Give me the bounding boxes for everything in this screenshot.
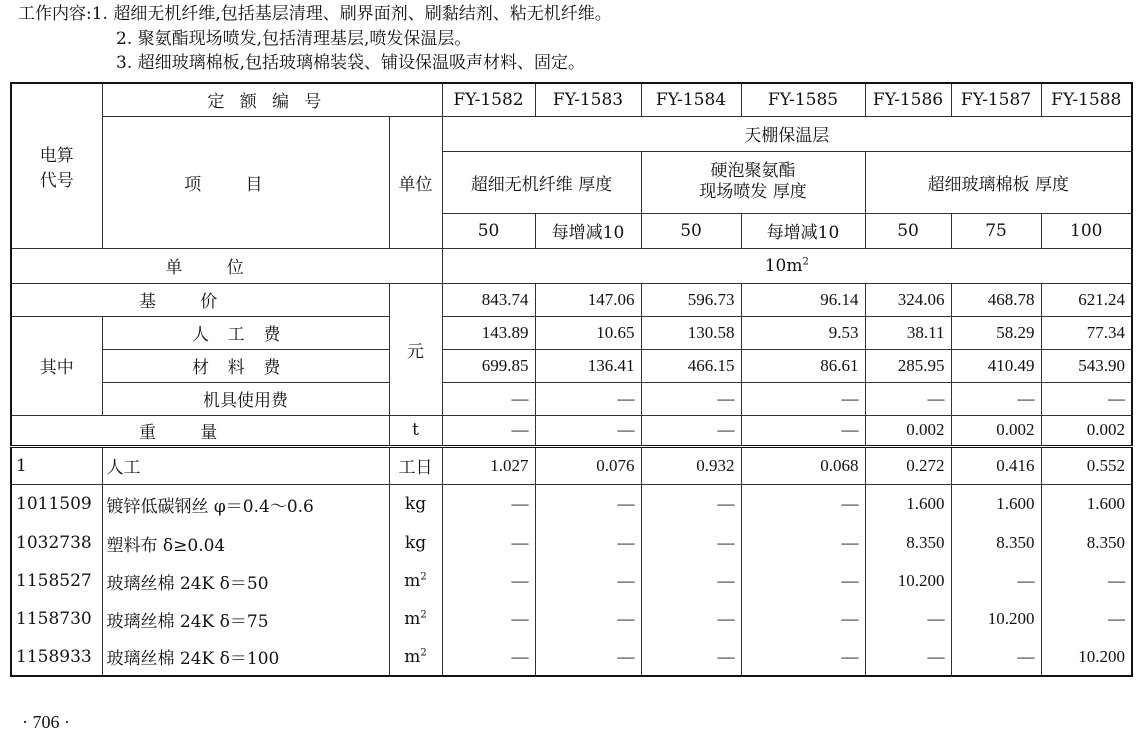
weight-label: 重量 <box>11 415 389 446</box>
cell: — <box>741 415 865 446</box>
quota-no: FY-1588 <box>1041 83 1132 116</box>
thickness: 75 <box>951 213 1041 248</box>
resource-code: 1158933 <box>11 638 102 676</box>
header-row-quota-no <box>11 83 1132 116</box>
cell: 0.932 <box>641 446 741 484</box>
group-header: 超细玻璃棉板 厚度 <box>865 151 1132 213</box>
cell: 843.74 <box>442 283 535 316</box>
unit-value-sup: 2 <box>802 255 809 267</box>
cell: — <box>535 600 641 638</box>
cell: — <box>741 638 865 676</box>
table-row <box>11 446 1132 484</box>
cell: 621.24 <box>1041 283 1132 316</box>
cell: 1.027 <box>442 446 535 484</box>
cell: 10.200 <box>865 562 951 600</box>
cell: — <box>741 524 865 562</box>
unit-sup: 2 <box>420 646 427 658</box>
weight-unit: t <box>389 415 442 446</box>
cell: 143.89 <box>442 316 535 349</box>
cell: 10.200 <box>951 600 1041 638</box>
cell: — <box>535 524 641 562</box>
cell: 8.350 <box>865 524 951 562</box>
cell: 8.350 <box>1041 524 1132 562</box>
code-header-l2: 代号 <box>39 170 74 191</box>
cell: — <box>442 600 535 638</box>
among-label: 其中 <box>11 316 102 415</box>
resource-code: 1032738 <box>11 524 102 562</box>
cell: — <box>535 382 641 415</box>
resource-name: 玻璃丝棉 24K δ＝75 <box>102 600 389 638</box>
cell: — <box>641 600 741 638</box>
resource-unit <box>389 562 442 600</box>
resource-unit <box>389 638 442 676</box>
cell: 10.65 <box>535 316 641 349</box>
cell: 58.29 <box>951 316 1041 349</box>
table-row <box>11 562 1132 600</box>
resource-name: 玻璃丝棉 24K δ＝50 <box>102 562 389 600</box>
quota-table <box>10 82 1133 677</box>
thickness: 每增减10 <box>535 213 641 248</box>
resource-unit: kg <box>389 524 442 562</box>
header-row-category <box>11 116 1132 151</box>
cell: 147.06 <box>535 283 641 316</box>
unit-row-label: 单位 <box>11 248 442 283</box>
cell: 0.272 <box>865 446 951 484</box>
cell: — <box>442 415 535 446</box>
cell: 0.068 <box>741 446 865 484</box>
cell: 9.53 <box>741 316 865 349</box>
unit-header: 单位 <box>389 116 442 248</box>
cell: 130.58 <box>641 316 741 349</box>
unit-base: m <box>404 571 421 591</box>
quota-no: FY-1583 <box>535 83 641 116</box>
thickness: 50 <box>442 213 535 248</box>
cell: 410.49 <box>951 349 1041 382</box>
cell: — <box>442 524 535 562</box>
cell: — <box>641 415 741 446</box>
unit-row-value <box>442 248 1132 283</box>
thickness: 每增减10 <box>741 213 865 248</box>
unit-sup: 2 <box>420 609 427 621</box>
quota-no: FY-1585 <box>741 83 865 116</box>
yuan-unit: 元 <box>389 283 442 415</box>
cell: — <box>741 562 865 600</box>
thickness: 50 <box>865 213 951 248</box>
quota-no-label: 定额编号 <box>102 83 442 116</box>
table-row <box>11 638 1132 676</box>
unit-base: m <box>404 609 421 629</box>
work-item-1: 1. 超细无机纤维,包括基层清理、刷界面剂、刷黏结剂、粘无机纤维。 <box>91 4 612 24</box>
quota-no: FY-1584 <box>641 83 741 116</box>
cell: — <box>442 484 535 524</box>
cell: — <box>865 638 951 676</box>
resource-name: 镀锌低碳钢丝 φ＝0.4～0.6 <box>102 484 389 524</box>
unit-base: m <box>404 646 421 667</box>
resource-name: 玻璃丝棉 24K δ＝100 <box>102 638 389 676</box>
base-price-label: 基价 <box>11 283 389 316</box>
cell: — <box>442 562 535 600</box>
cell: 596.73 <box>641 283 741 316</box>
labor-cost-row <box>11 316 1132 349</box>
cell: — <box>951 562 1041 600</box>
machine-cost-row <box>11 382 1132 415</box>
cell: — <box>442 382 535 415</box>
cell: 699.85 <box>442 349 535 382</box>
group-header-l1: 硬泡聚氨酯 <box>710 161 796 181</box>
thickness: 50 <box>641 213 741 248</box>
table-row <box>11 600 1132 638</box>
cell: 0.552 <box>1041 446 1132 484</box>
category-header: 天棚保温层 <box>442 116 1132 151</box>
cell: — <box>535 638 641 676</box>
work-content-label: 工作内容: <box>18 4 92 24</box>
material-cost-label: 材料费 <box>102 349 389 382</box>
code-header-l1: 电算 <box>39 145 74 166</box>
cell: 0.076 <box>535 446 641 484</box>
cell: 136.41 <box>535 349 641 382</box>
resource-name: 人工 <box>102 446 389 484</box>
resource-code: 1158730 <box>11 600 102 638</box>
cell: — <box>741 484 865 524</box>
group-header <box>641 151 865 213</box>
cell: — <box>535 562 641 600</box>
table-row <box>11 524 1132 562</box>
thickness: 100 <box>1041 213 1132 248</box>
quota-no: FY-1582 <box>442 83 535 116</box>
resource-unit <box>389 600 442 638</box>
cell: 86.61 <box>741 349 865 382</box>
quota-no: FY-1586 <box>865 83 951 116</box>
resource-name: 塑料布 δ≥0.04 <box>102 524 389 562</box>
item-header: 项目 <box>102 116 389 248</box>
unit-sup: 2 <box>420 571 427 583</box>
cell: 543.90 <box>1041 349 1132 382</box>
material-cost-row <box>11 349 1132 382</box>
cell: — <box>741 382 865 415</box>
cell: 96.14 <box>741 283 865 316</box>
cell: — <box>535 415 641 446</box>
cell: 38.11 <box>865 316 951 349</box>
cell: — <box>442 638 535 676</box>
cell: 0.416 <box>951 446 1041 484</box>
cell: 285.95 <box>865 349 951 382</box>
resource-unit: 工日 <box>389 446 442 484</box>
cell: — <box>951 638 1041 676</box>
machine-cost-label: 机具使用费 <box>102 382 389 415</box>
page-number: · 706 · <box>22 712 70 732</box>
cell: — <box>1041 382 1132 415</box>
cell: 1.600 <box>865 484 951 524</box>
cell: 77.34 <box>1041 316 1132 349</box>
cell: — <box>641 484 741 524</box>
table-row <box>11 484 1132 524</box>
cell: 0.002 <box>951 415 1041 446</box>
cell: — <box>641 638 741 676</box>
cell: — <box>1041 600 1132 638</box>
work-item-3: 3. 超细玻璃棉板,包括玻璃棉装袋、铺设保温吸声材料、固定。 <box>116 53 586 73</box>
cell: 8.350 <box>951 524 1041 562</box>
weight-row <box>11 415 1132 446</box>
cell: 10.200 <box>1041 638 1132 676</box>
group-header-l2: 现场喷发 厚度 <box>699 182 807 202</box>
cell: 0.002 <box>1041 415 1132 446</box>
cell: 324.06 <box>865 283 951 316</box>
cell: 468.78 <box>951 283 1041 316</box>
cell: — <box>865 382 951 415</box>
cell: 1.600 <box>1041 484 1132 524</box>
group-header: 超细无机纤维 厚度 <box>442 151 641 213</box>
resource-unit: kg <box>389 484 442 524</box>
resource-code: 1 <box>11 446 102 484</box>
cell: — <box>535 484 641 524</box>
work-content-line-1 <box>18 2 612 27</box>
work-content <box>18 2 612 76</box>
quota-no: FY-1587 <box>951 83 1041 116</box>
resource-code: 1158527 <box>11 562 102 600</box>
cell: 466.15 <box>641 349 741 382</box>
unit-row <box>11 248 1132 283</box>
work-item-2: 2. 聚氨酯现场喷发,包括清理基层,喷发保温层。 <box>116 28 472 49</box>
cell: — <box>641 524 741 562</box>
code-header <box>11 83 102 248</box>
resource-code: 1011509 <box>11 484 102 524</box>
cell: — <box>1041 562 1132 600</box>
cell: — <box>641 562 741 600</box>
cell: — <box>741 600 865 638</box>
cell: 1.600 <box>951 484 1041 524</box>
cell: 0.002 <box>865 415 951 446</box>
base-price-row <box>11 283 1132 316</box>
cell: — <box>641 382 741 415</box>
labor-cost-label: 人工费 <box>102 316 389 349</box>
cell: — <box>865 600 951 638</box>
cell: — <box>951 382 1041 415</box>
unit-value-base: 10m <box>764 255 803 276</box>
